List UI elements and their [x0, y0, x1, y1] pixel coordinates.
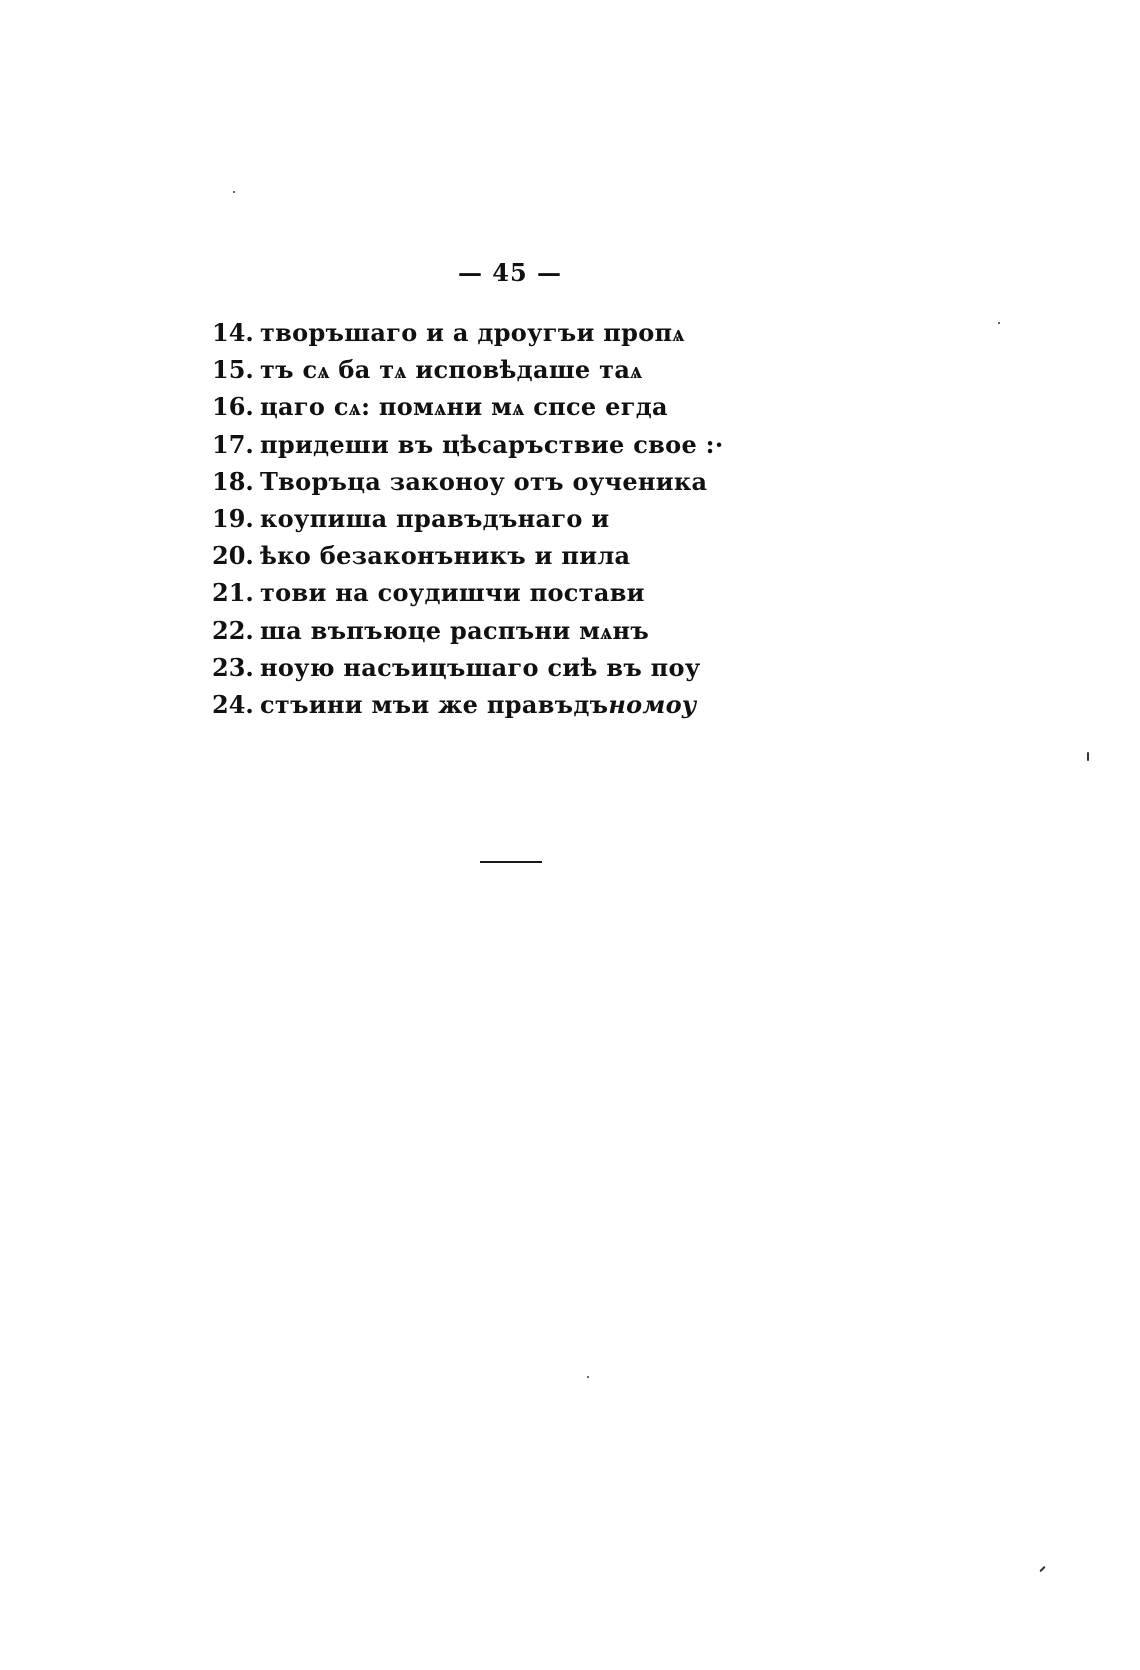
scan-speck: [998, 322, 1000, 324]
text-line: [212, 351, 932, 388]
text-line: [212, 537, 932, 574]
line-text: ша въпъюце распъни мѧнъ: [260, 615, 650, 645]
line-number: 14.: [212, 318, 254, 347]
line-number: 21.: [212, 578, 254, 608]
line-text: творъшаго и а дроугъи пропѧ: [260, 318, 685, 347]
line-text: тови на соудишчи постави: [260, 578, 645, 608]
line-text: Творъца законоу отъ оученика: [260, 466, 708, 496]
line-number: 24.: [212, 689, 254, 719]
line-text: цаго сѧ: помѧни мѧ спсе егда: [260, 392, 668, 422]
text-line: [212, 426, 932, 463]
line-number: 17.: [212, 429, 254, 459]
text-line: [212, 314, 932, 351]
line-text: коупиша правъдънаго и: [260, 503, 610, 533]
line-text: ѣко безаконъникъ и пила: [260, 541, 631, 571]
line-number: 18.: [212, 466, 254, 496]
line-text: стъини мъи же правъдъ: [260, 689, 609, 719]
line-number: 15.: [212, 355, 254, 385]
scan-speck: [1039, 1566, 1045, 1572]
line-text-italic-ending: номоу: [608, 689, 697, 719]
section-rule: [480, 861, 542, 863]
line-text: ноую насъицъшаго сиѣ въ поу: [260, 652, 701, 682]
line-text: придеши въ цѣсаръствие свое :·: [260, 429, 724, 459]
text-line: [212, 463, 932, 500]
scan-speck: [1087, 752, 1089, 761]
text-line: [212, 649, 932, 686]
text-line: [212, 388, 932, 425]
text-line: [212, 500, 932, 537]
line-text: тъ сѧ ба тѧ исповѣдаше таѧ: [260, 355, 643, 385]
scan-speck: [233, 191, 235, 193]
line-number: 23.: [212, 652, 254, 682]
scan-speck: [587, 1376, 589, 1378]
line-number: 20.: [212, 541, 254, 571]
text-lines: [212, 314, 932, 723]
text-line: [212, 612, 932, 649]
text-line: [212, 574, 932, 611]
line-number: 22.: [212, 615, 254, 645]
line-number: 19.: [212, 503, 254, 533]
page-number: — 45 —: [457, 258, 563, 287]
line-number: 16.: [212, 392, 254, 422]
text-line: [212, 686, 932, 723]
